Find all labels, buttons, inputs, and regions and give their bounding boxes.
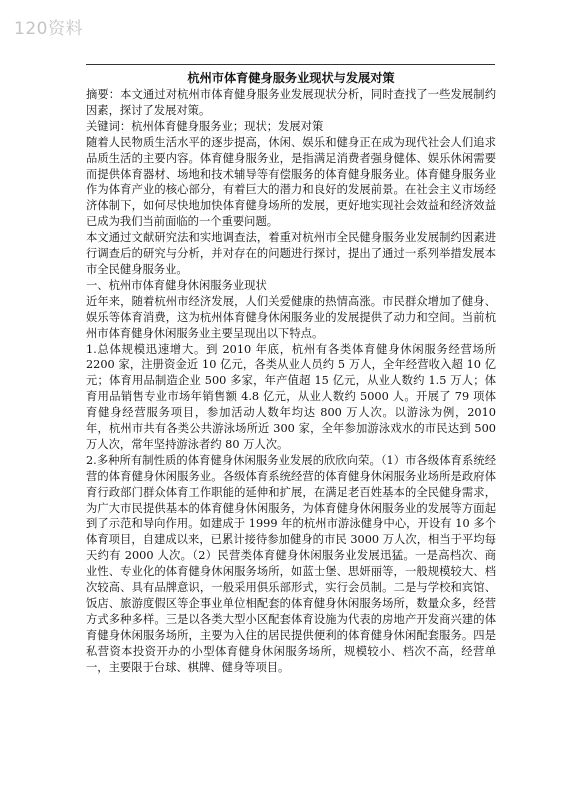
abstract-paragraph: 摘要：本文通过对杭州市体育健身服务业发展现状分析，同时查找了一些发展制约因素，探讨了发展对策。 xyxy=(86,88,496,117)
watermark: 120资料 xyxy=(14,19,83,39)
method-paragraph: 本文通过文献研究法和实地调查法，着重对杭州市全民健身服务业发展制约因素进行调查后的研究与分析，并对存在的问题进行探讨，提出了通过一系列举措发展本市全民健身服务业。 xyxy=(86,231,496,276)
intro-paragraph: 随着人民物质生活水平的逐步提高，休闲、娱乐和健身正在成为现代社会人们追求品质生活的主要内容。体育健身服务业，是指满足消费者强身健体、娱乐休闲需要而提供体育器材、场地和技术辅导等有偿服务的体育健身服务业。体育健身服务业作为体育产业的核心部分，有着巨大的潜力和良好的发展前景。在社会主义市场经济体制下，如何尽快地加快体育健身场所的发展，更好地实现社会效益和经济效益已成为我们当前面临的一个重要问题。 xyxy=(86,135,496,229)
article-title: 杭州市体育健身服务业现状与发展对策 xyxy=(187,71,395,85)
section-intro-paragraph: 近年来，随着杭州市经济发展，人们关爱健康的热情高涨。市民群众增加了健身、娱乐等体育消费，这为杭州体育健身休闲服务业的发展提供了动力和空间。当前杭州市体育健身休闲服务业主要呈现出以下特点。 xyxy=(86,294,496,340)
keywords-paragraph: 关键词：杭州体育健身服务业；现状；发展对策 xyxy=(86,119,324,133)
article-body xyxy=(86,70,496,676)
header-rule xyxy=(86,64,495,65)
section-heading: 一、杭州市体育健身休闲服务业现状 xyxy=(86,278,267,292)
point-1-paragraph: 1.总体规模迅速增大。到 2010 年底，杭州有各类体育健身休闲服务经营场所 2200 家，注册资金近 10 亿元，各类从业人员约 5 万人，全年经营收入超 10 亿元；体育用品制造企业 500 多家，年产值超 15 亿元，从业人数约 1.5 万人；体育用品销售专业市场年销售额 4.8 亿元，从业人数约 5000 人。开展了 79 项体育健身经营服务项目，参加活动人数年均达 800 万人次。以游泳为例，2010 年，杭州市共有各类公共游泳场所近 300 家，全年参加游泳戏水的市民达到 500 万人次，常年坚持游泳者约 80 万人次。 xyxy=(86,342,496,451)
point-2-paragraph: 2.多种所有制性质的体育健身休闲服务业发展的欣欣向荣。（1）市各级体育系统经营的体育健身休闲服务业。各级体育系统经营的体育健身休闲服务业场所是政府体育行政部门群众体育工作职能的延伸和扩展，在满足老百姓基本的全民健身需求，为广大市民提供基本的体育健身休闲服务，为体育健身休闲服务业的发展等方面起到了示范和导向作用。如建成于 1999 年的杭州市游泳健身中心，开设有 10 多个体育项目，自建成以来，已累计接待参加健身的市民 3000 万人次，相当于平均每天约有 2000 人次。（2）民营类体育健身休闲服务业发展迅猛。一是高档次、商业性、专业化的体育健身休闲服务场所，如蓝士堡、思妍丽等，一般规模较大、档次较高、具有品牌意识，一般采用俱乐部形式，实行会员制。二是与学校和宾馆、饭店、旅游度假区等企事业单位相配套的体育健身休闲服务场所，数量众多，经营方式多种多样。三是以各类大型小区配套体育设施为代表的房地产开发商兴建的体育健身休闲服务场所，主要为入住的居民提供便利的体育健身休闲配套服务。四是私营资本投资开办的小型体育健身休闲服务场所，规模较小、档次不高，经营单一，主要限于台球、棋牌、健身等项目。 xyxy=(86,453,496,674)
